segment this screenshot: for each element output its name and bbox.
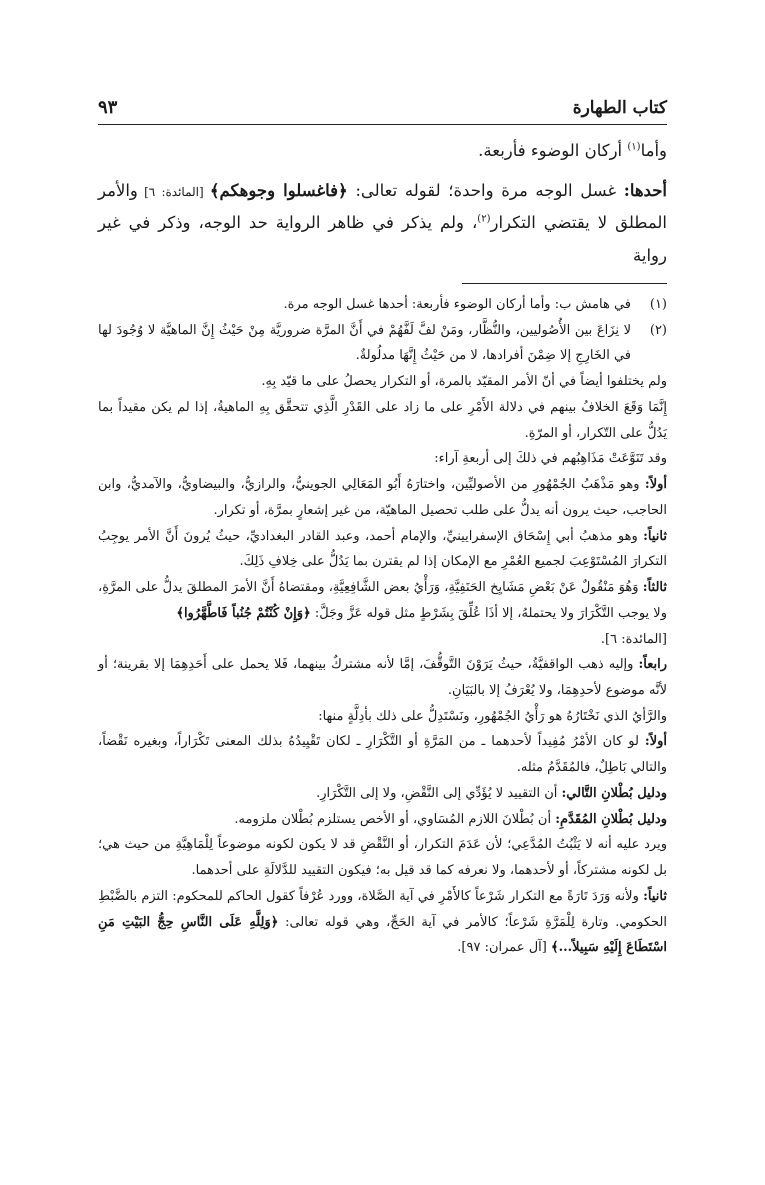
text: ولأنه وَرَدَ تَارَةً مع التكرار شَرْعاً كالأَمْرِ في آية الصَّلاة، وورد عُرْفاً كقول الحاكم للمحكوم: التزم بالضَّبْطِ الحكومي. وتارة لِلْمَرَّةِ شَرْعاً؛ كالأمر في آية الحَجِّ، وهي قوله تعالى: (98, 888, 668, 930)
fn2-third-view (98, 575, 667, 652)
fn2-proof-1 (98, 781, 667, 807)
fn2-proof-2 (98, 807, 667, 833)
first-pillar-text: غسل الوجه مرة واحدة؛ لقوله تعالى: (347, 181, 624, 201)
text: وَهُوَ مَنْقُولٌ عَنْ بَعْضِ مَشَايِخ الحَنَفِيَّةِ، وَرَأْيُ بعض الشَّافِعِيَّةِ، ومقتضاهُ أَنَّ الأمرَ المطلقَ يدلُّ على المرَّةِ، ولا يوجب التَّكْرَارَ ولا يحتملهُ، إلا أذَا عُلِّقَ بِشَرْطٍ مثل قوله عَزَّ وجَلَّ: (98, 580, 667, 621)
quran-verse: ﴿وَلِلَّهِ عَلَى النَّاسِ حِجُّ البَيْتِ مَنِ اسْتَطَاعَ إِلَيْهِ سَبِيلاً...﴾ (98, 914, 667, 956)
fn2-para-3: إِنَّمَا وَقَعَ الخلافُ بينهم في دلالة الأَمْرِ على ما زاد على القَدْرِ الَّذِي تتحقَّق بِهِ الماهيةُ، إذا لم يكن مقيداً بما يَدُلُّ على التّكرار، أو المرّةِ. (98, 399, 667, 441)
footnote-ref-2[interactable]: (٢) (477, 213, 491, 225)
fn2-para-4: وقد تَنَوَّعَتْ مَذَاهِبُهم في ذلكَ إلى أربعةِ آراء: (434, 451, 667, 467)
quran-verse: ﴿وَإِنْ كُنْتُمْ جُنُباً فَاطَّهَّرُوا﴾ (176, 605, 311, 621)
footnote-separator (462, 283, 667, 284)
main-text (98, 135, 667, 280)
footnotes (98, 292, 667, 961)
text: أن بُطْلانَ اللازم المُسَاوي، أو الأخص يستلزم بُطْلان ملزومه. (234, 811, 556, 827)
text: وهو مذهبُ أبي إِسْحَاق الإسفرايينيِّ، والإمام أحمد، وعبد القادر البغداديِّ، حيثُ يُرونَ أَنَّ الأمر يوجِبُ التكرارَ المُسْتَوْعِبَ لجميع العُمْرِ مع الإمكان إذا لم يقترن بما يَدُلُّ على خِلافِ ذَلِكَ. (98, 528, 667, 570)
first-pillar-text-c: ، ولم يذكر في ظاهر الرواية حد الوجه، وذكر في غير رواية (98, 213, 667, 265)
text: وإليه ذهب الواقفيَّةُ، حيثُ يَرَوْنَ التَّوقُّفَ، إمَّا لأنه مشتركٌ بينهما، فَلا يحمل على أَحَدِهِمَا إلا بقرينة؛ أو لأنَّه موضوع لأحدِهِمَا، ولا يُعْرَفُ إلا بالبَيَانِ. (98, 657, 667, 699)
label: رابعاً: (638, 657, 667, 673)
label: أولاً: (644, 477, 667, 493)
footnote-number: (١) (649, 297, 667, 312)
fn2-para-1: لا نِزَاعَ بين الأُصُوليين، والنُّظَّار، ومَنْ لفَّ لَفَّهُمْ في أَنَّ المرَّة ضروريَّة مِنْ حَيْثُ إِنَّ الماهيَّة لا وُجُودَ لها في الخَارِجِ إلا ضِمْنَ أفرادها، لا من حَيْثُ إِنَّهَا مدلُولةٌ. (98, 322, 631, 364)
verse-reference: [المائدة: ٦]. (600, 631, 667, 647)
fn2-continued (98, 369, 667, 961)
first-pillar-label: أحدها: (623, 181, 667, 201)
label: ثانياً: (643, 888, 667, 904)
footnote-2 (98, 318, 667, 369)
footnote-1 (98, 292, 667, 318)
fn2-argument-2 (98, 884, 667, 961)
page-number: ٩٣ (98, 97, 118, 118)
text: أن التقييد لا يُؤَدِّي إلى النَّقْضِ، ولا إلى التَّكْرَارِ. (316, 785, 562, 801)
footnote-text: في هامش ب: وأما أركان الوضوء فأربعة: أحدها غسل الوجه مرة. (283, 297, 631, 312)
footnote-body (98, 318, 631, 369)
fn2-argument-1 (98, 729, 667, 780)
fn2-fourth-view (98, 652, 667, 703)
label: ودليل بُطْلانِ التَّالي: (561, 785, 667, 801)
fn2-opinion: والرَّأيُ الذي نَخْتَارُهُ هو رَأْيُ الجُمْهُورِ، ونَسْتَدِلُّ على ذلك بأدِلَّةٍ منها: (318, 708, 667, 724)
running-header (98, 88, 667, 125)
paragraph-intro (98, 135, 667, 167)
fn2-first-view (98, 472, 667, 523)
text: وهو مَذْهَبُ الجُمْهُورِ من الأصوليِّين، واختارَهُ أَبُو المَعَالِي الجوينيُّ، والرازيُّ، والبيضاويُّ، والآمديُّ، وابن الحاجب، حيث يرون أنه يدلُّ على طلب تحصيل الماهيّة، من غير إشعارٍ بمرَّة، أو تكرار. (98, 477, 667, 518)
text: لو كان الأمْرُ مُفِيداً لأحدهما ـ من المَرَّةِ أو التَّكْرَارِ ـ لكان تَقْيِيدُهُ بذلك المعنى تَكْرَاراً، وبغيره نَقْضاً، والتالي بَاطِلٌ، فالمُقَدَّمُ مثله. (98, 734, 667, 776)
footnote-ref-1[interactable]: (١) (627, 141, 641, 153)
label: ودليل بُطْلانِ المُقَدَّمِ: (555, 811, 667, 827)
intro-word: وأما (640, 141, 667, 160)
intro-rest: أركان الوضوء فأربعة. (478, 141, 628, 160)
fn2-second-view (98, 524, 667, 575)
quran-verse: ﴿فاغسلوا وجوهكم﴾ (209, 181, 348, 201)
label: ثانياً: (643, 528, 667, 544)
paragraph-first-pillar (98, 175, 667, 272)
fn2-para-2: ولم يختلفوا أيضاً في أنّ الأمر المقيّد بالمرة، أو التكرار يحصلُ على ما قيّد بِهِ. (261, 374, 667, 390)
first-pillar-text-b: والأمر المطلق لا يقتضي التكرار (98, 181, 667, 233)
label: ثالثاً: (642, 580, 667, 596)
chapter-title: كتاب الطهارة (572, 98, 667, 118)
footnote-number: (٢) (649, 322, 667, 338)
verse-reference: [آل عمران: ٩٧]. (457, 940, 551, 956)
label: أولاً: (644, 734, 667, 750)
fn2-objection: ويرد عليه أنه لا يَثْبُتُ المُدَّعِي؛ لأن عَدَمَ التكرار، أو النَّقْضِ قد لا يكون لكونه موضوعاً لِلْمَاهِيَّةِ من حيث هي؛ بل لكونه مشتركاً، أو لأحدهما، ولا نعرفه كما قد قيل به؛ فيكون التقييد للدَّلالَةِ على أحدهما. (98, 837, 667, 879)
verse-reference: [المائدة: ٦] (137, 185, 210, 200)
